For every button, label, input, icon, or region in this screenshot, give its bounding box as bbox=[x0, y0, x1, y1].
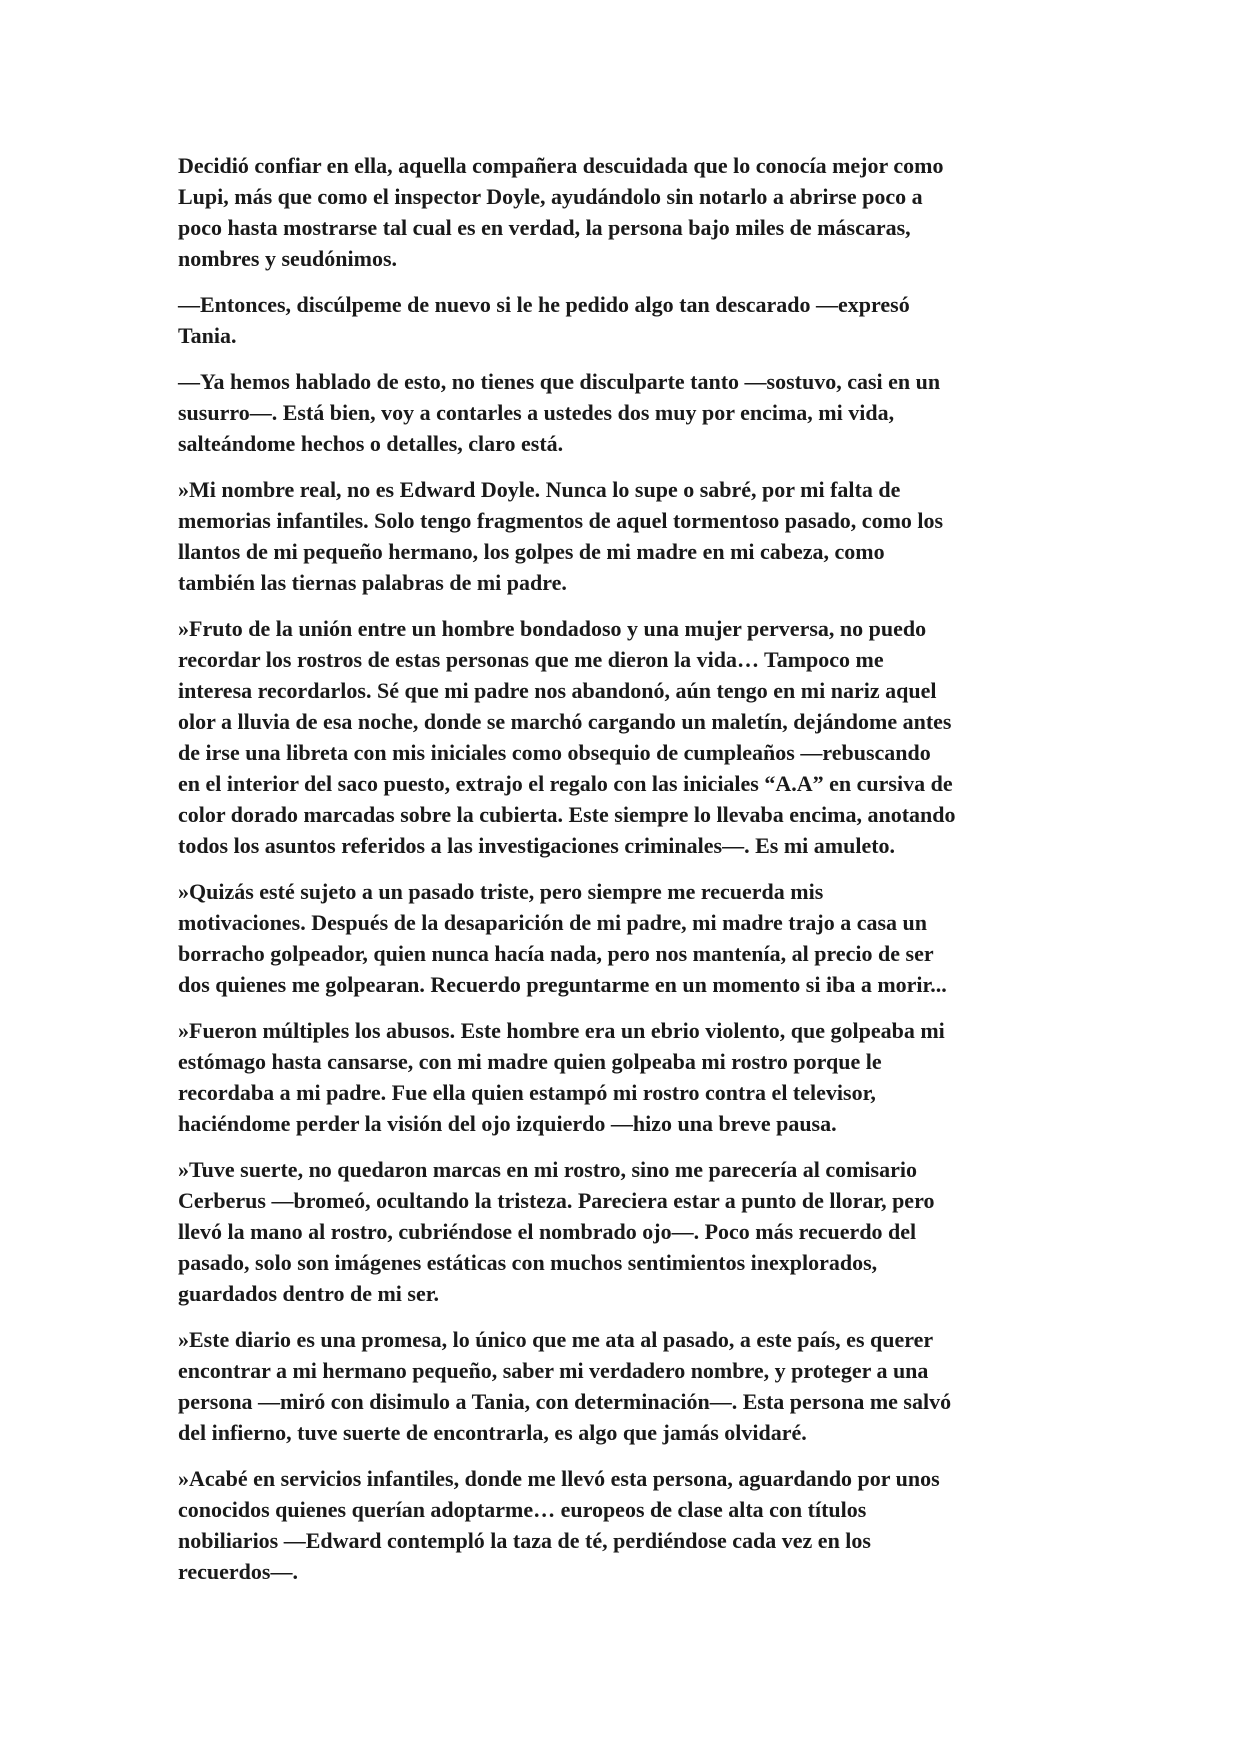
paragraph bbox=[178, 1154, 1068, 1309]
paragraph bbox=[178, 150, 1068, 274]
paragraph bbox=[178, 1324, 1068, 1448]
text-line: estómago hasta cansarse, con mi madre quien golpeaba mi rostro porque le bbox=[178, 1049, 882, 1074]
text-line: Cerberus —bromeó, ocultando la tristeza. Pareciera estar a punto de llorar, pero bbox=[178, 1188, 935, 1213]
text-line: encontrar a mi hermano pequeño, saber mi verdadero nombre, y proteger a una bbox=[178, 1358, 929, 1383]
text-line: motivaciones. Después de la desaparición de mi padre, mi madre trajo a casa un bbox=[178, 910, 927, 935]
text-line: todos los asuntos referidos a las investigaciones criminales—. Es mi amuleto. bbox=[178, 833, 896, 858]
paragraph bbox=[178, 366, 1068, 459]
text-line: borracho golpeador, quien nunca hacía nada, pero nos mantenía, al precio de ser bbox=[178, 941, 934, 966]
text-line: nobiliarios —Edward contempló la taza de té, perdiéndose cada vez en los bbox=[178, 1528, 871, 1553]
document-body bbox=[178, 150, 1068, 1602]
text-line: recordar los rostros de estas personas que me dieron la vida… Tampoco me bbox=[178, 647, 884, 672]
paragraph bbox=[178, 1463, 1068, 1587]
text-line: también las tiernas palabras de mi padre. bbox=[178, 570, 567, 595]
text-line: nombres y seudónimos. bbox=[178, 246, 398, 271]
text-line: susurro—. Está bien, voy a contarles a ustedes dos muy por encima, mi vida, bbox=[178, 400, 895, 425]
text-line: »Tuve suerte, no quedaron marcas en mi rostro, sino me parecería al comisario bbox=[178, 1157, 917, 1182]
text-line: persona —miró con disimulo a Tania, con determinación—. Esta persona me salvó bbox=[178, 1389, 952, 1414]
text-line: »Quizás esté sujeto a un pasado triste, pero siempre me recuerda mis bbox=[178, 879, 824, 904]
text-line: dos quienes me golpearan. Recuerdo preguntarme en un momento si iba a morir... bbox=[178, 972, 947, 997]
text-line: color dorado marcadas sobre la cubierta. Este siempre lo llevaba encima, anotando bbox=[178, 802, 956, 827]
text-line: Decidió confiar en ella, aquella compañera descuidada que lo conocía mejor como bbox=[178, 153, 944, 178]
text-line: poco hasta mostrarse tal cual es en verdad, la persona bajo miles de máscaras, bbox=[178, 215, 911, 240]
paragraph bbox=[178, 876, 1068, 1000]
text-line: llantos de mi pequeño hermano, los golpes de mi madre en mi cabeza, como bbox=[178, 539, 885, 564]
text-line: en el interior del saco puesto, extrajo el regalo con las iniciales “A.A” en cursiva de bbox=[178, 771, 953, 796]
text-line: conocidos quienes querían adoptarme… europeos de clase alta con títulos bbox=[178, 1497, 867, 1522]
text-line: »Mi nombre real, no es Edward Doyle. Nunca lo supe o sabré, por mi falta de bbox=[178, 477, 901, 502]
text-line: haciéndome perder la visión del ojo izquierdo —hizo una breve pausa. bbox=[178, 1111, 837, 1136]
text-line: —Entonces, discúlpeme de nuevo si le he pedido algo tan descarado —expresó bbox=[178, 292, 910, 317]
paragraph bbox=[178, 1015, 1068, 1139]
text-line: guardados dentro de mi ser. bbox=[178, 1281, 439, 1306]
text-line: Tania. bbox=[178, 323, 237, 348]
paragraph bbox=[178, 613, 1068, 861]
text-line: Lupi, más que como el inspector Doyle, ayudándolo sin notarlo a abrirse poco a bbox=[178, 184, 923, 209]
text-line: olor a lluvia de esa noche, donde se marchó cargando un maletín, dejándome antes bbox=[178, 709, 952, 734]
text-line: salteándome hechos o detalles, claro está. bbox=[178, 431, 564, 456]
text-line: pasado, solo son imágenes estáticas con muchos sentimientos inexplorados, bbox=[178, 1250, 878, 1275]
text-line: »Fruto de la unión entre un hombre bondadoso y una mujer perversa, no puedo bbox=[178, 616, 927, 641]
text-line: recuerdos—. bbox=[178, 1559, 298, 1584]
text-line: —Ya hemos hablado de esto, no tienes que disculparte tanto —sostuvo, casi en un bbox=[178, 369, 941, 394]
text-line: de irse una libreta con mis iniciales como obsequio de cumpleaños —rebuscando bbox=[178, 740, 931, 765]
text-line: recordaba a mi padre. Fue ella quien estampó mi rostro contra el televisor, bbox=[178, 1080, 876, 1105]
paragraph bbox=[178, 289, 1068, 351]
text-line: llevó la mano al rostro, cubriéndose el nombrado ojo—. Poco más recuerdo del bbox=[178, 1219, 917, 1244]
text-line: »Acabé en servicios infantiles, donde me llevó esta persona, aguardando por unos bbox=[178, 1466, 940, 1491]
text-line: del infierno, tuve suerte de encontrarla, es algo que jamás olvidaré. bbox=[178, 1420, 807, 1445]
paragraph bbox=[178, 474, 1068, 598]
text-line: interesa recordarlos. Sé que mi padre nos abandonó, aún tengo en mi nariz aquel bbox=[178, 678, 937, 703]
text-line: memorias infantiles. Solo tengo fragmentos de aquel tormentoso pasado, como los bbox=[178, 508, 944, 533]
text-line: »Fueron múltiples los abusos. Este hombre era un ebrio violento, que golpeaba mi bbox=[178, 1018, 945, 1043]
text-line: »Este diario es una promesa, lo único que me ata al pasado, a este país, es querer bbox=[178, 1327, 934, 1352]
